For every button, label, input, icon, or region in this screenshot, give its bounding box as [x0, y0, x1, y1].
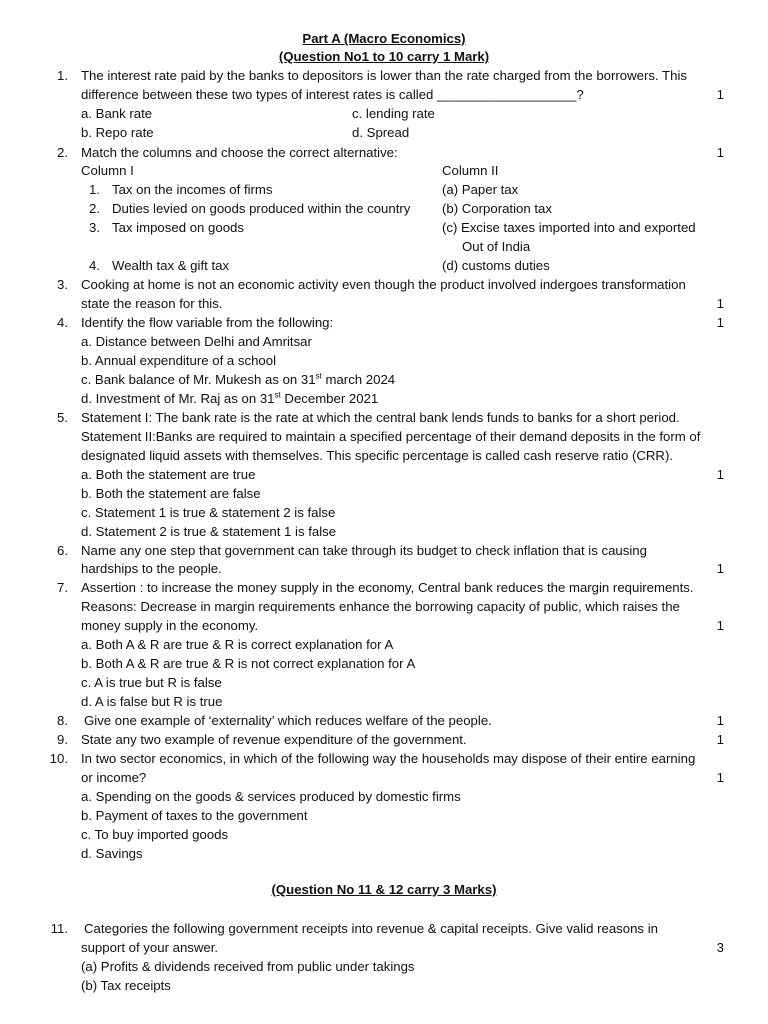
question-number: 8.: [57, 713, 68, 728]
question-text: Name any one step that government can take through its budget to check inflation that is causing: [81, 543, 647, 558]
option-b: b. Both A & R are true & R is not correct explanation for A: [81, 656, 416, 671]
option-text: December 2021: [280, 391, 379, 406]
option-a: a. Both A & R are true & R is correct explanation for A: [81, 637, 394, 652]
superscript: st: [274, 390, 281, 400]
marks: 3: [716, 940, 724, 955]
question-text: difference between these two types of interest rates is called ___________________?: [81, 87, 584, 102]
option-c: c. To buy imported goods: [81, 827, 229, 842]
option-b: b. Both the statement are false: [81, 486, 261, 501]
column-2-item: (c) Excise taxes imported into and exported: [442, 220, 696, 235]
option-c: c. Statement 1 is true & statement 2 is false: [81, 505, 336, 520]
marks: 1: [716, 770, 724, 785]
option-text: march 2024: [321, 372, 396, 387]
option-b: (b) Tax receipts: [81, 978, 171, 993]
column-2-item: Out of India: [462, 239, 531, 254]
question-text: Match the columns and choose the correct alternative:: [81, 145, 398, 160]
question-text: Assertion : to increase the money supply in the economy, Central bank reduces the margin requirements.: [81, 580, 694, 595]
question-text: or income?: [81, 770, 147, 785]
question-text: The interest rate paid by the banks to depositors is lower than the rate charged from the borrowers. This: [81, 68, 687, 83]
question-text: Give one example of ‘externality’ which reduces welfare of the people.: [84, 713, 492, 728]
row-number: 3.: [89, 220, 100, 235]
question-text: designated liquid assets with themselves. This specific percentage is called cash reserve ratio (CRR).: [81, 448, 673, 463]
marks: 1: [716, 315, 724, 330]
question-number: 9.: [57, 732, 68, 747]
question-number: 7.: [57, 580, 68, 595]
column-2-heading: Column II: [442, 163, 499, 178]
option-d: d. Savings: [81, 846, 143, 861]
option-a: a. Distance between Delhi and Amritsar: [81, 334, 312, 349]
option-d: [81, 390, 378, 407]
option-c: c. A is true but R is false: [81, 675, 222, 690]
question-text: Reasons: Decrease in margin requirements enhance the borrowing capacity of public, which raises the: [81, 599, 680, 614]
option-d: d. Statement 2 is true & statement 1 is false: [81, 524, 337, 539]
column-1-item: Tax on the incomes of firms: [112, 182, 273, 197]
marks: 1: [716, 467, 724, 482]
question-text: support of your answer.: [81, 940, 219, 955]
question-text: Statement II:Banks are required to maintain a specified percentage of their demand deposits in the form of: [81, 429, 701, 444]
superscript: st: [315, 371, 322, 381]
question-number: 3.: [57, 277, 68, 292]
option-b: b. Payment of taxes to the government: [81, 808, 308, 823]
column-2-item: (b) Corporation tax: [442, 201, 552, 216]
question-number: 4.: [57, 315, 68, 330]
option-c: c. lending rate: [352, 106, 435, 121]
section-title: Part A (Macro Economics): [302, 31, 466, 46]
marks: 1: [716, 87, 724, 102]
question-text: In two sector economics, in which of the following way the households may dispose of their entire earning: [81, 751, 696, 766]
row-number: 1.: [89, 182, 100, 197]
option-b: b. Annual expenditure of a school: [81, 353, 277, 368]
option-a: a. Spending on the goods & services produced by domestic firms: [81, 789, 461, 804]
question-number: 1.: [57, 68, 68, 83]
question-number: 6.: [57, 543, 68, 558]
column-2-item: (a) Paper tax: [442, 182, 519, 197]
question-number: 11.: [50, 921, 68, 936]
section-subtitle-2: (Question No 11 & 12 carry 3 Marks): [271, 882, 497, 897]
row-number: 2.: [89, 201, 100, 216]
section-subtitle: (Question No1 to 10 carry 1 Mark): [278, 49, 490, 64]
question-text: state the reason for this.: [81, 296, 223, 311]
option-a: (a) Profits & dividends received from public under takings: [81, 959, 415, 974]
question-text: hardships to the people.: [81, 561, 222, 576]
option-d: d. A is false but R is true: [81, 694, 223, 709]
marks: 1: [716, 713, 724, 728]
row-number: 4.: [89, 258, 100, 273]
marks: 1: [716, 296, 724, 311]
option-a: a. Bank rate: [81, 106, 153, 121]
question-text: money supply in the economy.: [81, 618, 259, 633]
option-d: d. Spread: [352, 125, 410, 140]
question-text: Identify the flow variable from the following:: [81, 315, 334, 330]
marks: 1: [716, 732, 724, 747]
question-number: 10.: [49, 751, 68, 766]
option-c: [81, 371, 395, 388]
question-number: 2.: [57, 145, 68, 160]
option-b: b. Repo rate: [81, 125, 154, 140]
column-1-item: Duties levied on goods produced within the country: [112, 201, 411, 216]
marks: 1: [716, 145, 724, 160]
question-text: Cooking at home is not an economic activity even though the product involved indergoes transformation: [81, 277, 686, 292]
column-1-item: Tax imposed on goods: [112, 220, 244, 235]
question-text: Categories the following government receipts into revenue & capital receipts. Give valid reasons in: [84, 921, 658, 936]
column-1-item: Wealth tax & gift tax: [112, 258, 230, 273]
question-text: Statement I: The bank rate is the rate at which the central bank lends funds to banks for a short period.: [81, 410, 680, 425]
question-number: 5.: [57, 410, 68, 425]
column-1-heading: Column I: [81, 163, 134, 178]
option-text: d. Investment of Mr. Raj as on 31: [81, 391, 275, 406]
marks: 1: [716, 561, 724, 576]
column-2-item: (d) customs duties: [442, 258, 550, 273]
marks: 1: [716, 618, 724, 633]
option-text: c. Bank balance of Mr. Mukesh as on 31: [81, 372, 316, 387]
question-text: State any two example of revenue expenditure of the government.: [81, 732, 467, 747]
option-a: a. Both the statement are true: [81, 467, 256, 482]
